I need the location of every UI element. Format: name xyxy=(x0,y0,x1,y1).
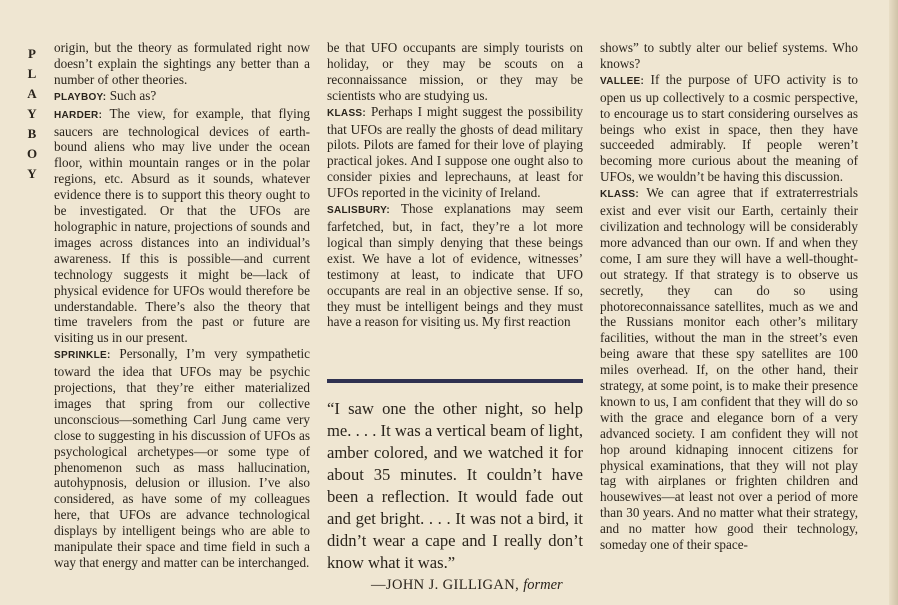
paragraph-text: If the purpose of UFO activity is to open us up collectively to a cosmic perspective, to encourage us to start considering ourselves as beings who exist in space, then they have succeeded admirably. If people weren’t becoming more curious about the meaning of UFOs, we wouldn’t be having this discussion. xyxy=(600,71,858,185)
pullquote-text: “I saw one the other night, so help me. . . . It was a vertical beam of light, amber colored, and we watched it for about 35 minutes. It couldn’t have been a reflection. It would fade out and get bright. . . . It was not a bird, it didn’t wear a cape and I really don’t know what it was.” xyxy=(327,399,583,572)
folio-letter: Y xyxy=(27,166,37,181)
speaker-label: HARDER: xyxy=(54,109,103,121)
folio-letter: L xyxy=(27,66,37,81)
speaker-label: PLAYBOY: xyxy=(54,91,107,103)
folio-letter: P xyxy=(28,46,36,61)
paragraph xyxy=(327,104,583,201)
attribution-role: former xyxy=(523,577,563,593)
folio-letter: A xyxy=(27,86,37,101)
speaker-label: KLASS: xyxy=(327,107,367,119)
paragraph-text: Personally, I’m very sympathetic toward the idea that UFOs may be psychic projections, that they’re either materialized images that spring from our collective unconscious—something Carl Jung came very close to suggesting in his discussion of UFOs as psychological archetypes—or some type of phenomenon such as mass hallucination, autohypnosis, delusion or illusion. I’ve also considered, as have some of my colleagues here, that UFOs are advance technological displays by intelligent beings who are able to manipulate their space and time field in such a way that energy and matter can be interchanged. xyxy=(54,346,311,570)
folio-letter: O xyxy=(26,146,38,161)
text-column-2 xyxy=(327,40,583,330)
paragraph xyxy=(54,346,310,571)
pullquote xyxy=(327,398,583,596)
paragraph xyxy=(54,106,310,347)
magazine-folio xyxy=(22,44,42,184)
speaker-label: SALISBURY: xyxy=(327,205,390,217)
paragraph xyxy=(54,88,310,106)
page-gutter-shadow xyxy=(889,0,898,605)
paragraph xyxy=(600,185,858,553)
pullquote-divider xyxy=(327,379,583,383)
folio-letter: B xyxy=(27,126,37,141)
paragraph-text: shows” to subtly alter our belief systems. Who knows? xyxy=(600,40,858,71)
paragraph-text: Such as? xyxy=(109,87,157,103)
paragraph xyxy=(54,40,310,88)
paragraph-text: be that UFO occupants are simply tourists on holiday, or they may be scouts on a reconnaissance mission, or they may be scientists who are studying us. xyxy=(327,40,583,103)
paragraph-text: Those explanations may seem farfetched, but, in fact, they’re a lot more logical than simply denying that these beings exist. We have a lot of evidence, witnesses’ testimony at least, to indicate that UFO occupants are real in an objective sense. If so, they must be intelligent beings and they must have a reason for visiting us. My first reaction xyxy=(327,201,583,330)
speaker-label: SPRINKLE: xyxy=(54,350,111,362)
paragraph-text: The view, for example, that flying saucers are technological devices of earth-bound aliens who may live under the ocean floor, within mountain ranges or in the polar regions, etc. Absurd as it sounds, whatever evidence there is to support this theory ought to be investigated. Or that the UFOs are holographic in nature, projections of sounds and images across distances into an individual’s awareness. If this is possible—and current technology suggests it might be—lack of physical evidence for UFOs would therefore be understandable. There’s also the theory that time travelers from the past or future are visiting us in our present. xyxy=(54,105,310,346)
attribution-name: —JOHN J. GILLIGAN, xyxy=(371,577,520,593)
text-column-3 xyxy=(600,40,858,553)
speaker-label: KLASS: xyxy=(600,189,640,201)
paragraph xyxy=(327,201,583,330)
paragraph xyxy=(600,40,858,72)
paragraph-text: We can agree that if extraterrestrials exist and ever visit our Earth, certainly their civilization and technology will be considerably more advanced than our own. If and when they come, I am sure they will have a well-thought-out strategy. If that strategy is to observe us secretly, they can do so using photoreconnaissance satellites, much as we and the Russians monitor each other’s military facilities, without the man in the street’s even being aware that these spy satellites are 100 miles overhead. If, on the other hand, their strategy, at some point, is to make their presence known to us, I am confident that they will do so with the grace and elegance born of a very advanced society. I am confident they will not hop around kidnaping innocent citizens for physical examinations, that they will not play tag with airplanes or frighten children and housewives—at least not over a period of more than 30 years. And no matter what their strategy, and no matter how good their technology, someday one of their space- xyxy=(600,185,858,553)
paragraph xyxy=(600,72,858,185)
speaker-label: VALLEE: xyxy=(600,75,645,87)
paragraph-text: Perhaps I might suggest the possibility that UFOs are really the ghosts of dead military pilots. Pilots are famed for their love of playing practical jokes. And I suppose one ought also to consider pixies and leprechauns, at least for UFOs reported in the vicinity of Ireland. xyxy=(327,103,583,201)
paragraph-text: origin, but the theory as formulated right now doesn’t explain the sightings any better than a number of other theories. xyxy=(54,40,310,87)
text-column-1 xyxy=(54,40,310,571)
pullquote-attribution xyxy=(327,574,583,596)
paragraph xyxy=(327,40,583,104)
folio-letter: Y xyxy=(27,106,37,121)
